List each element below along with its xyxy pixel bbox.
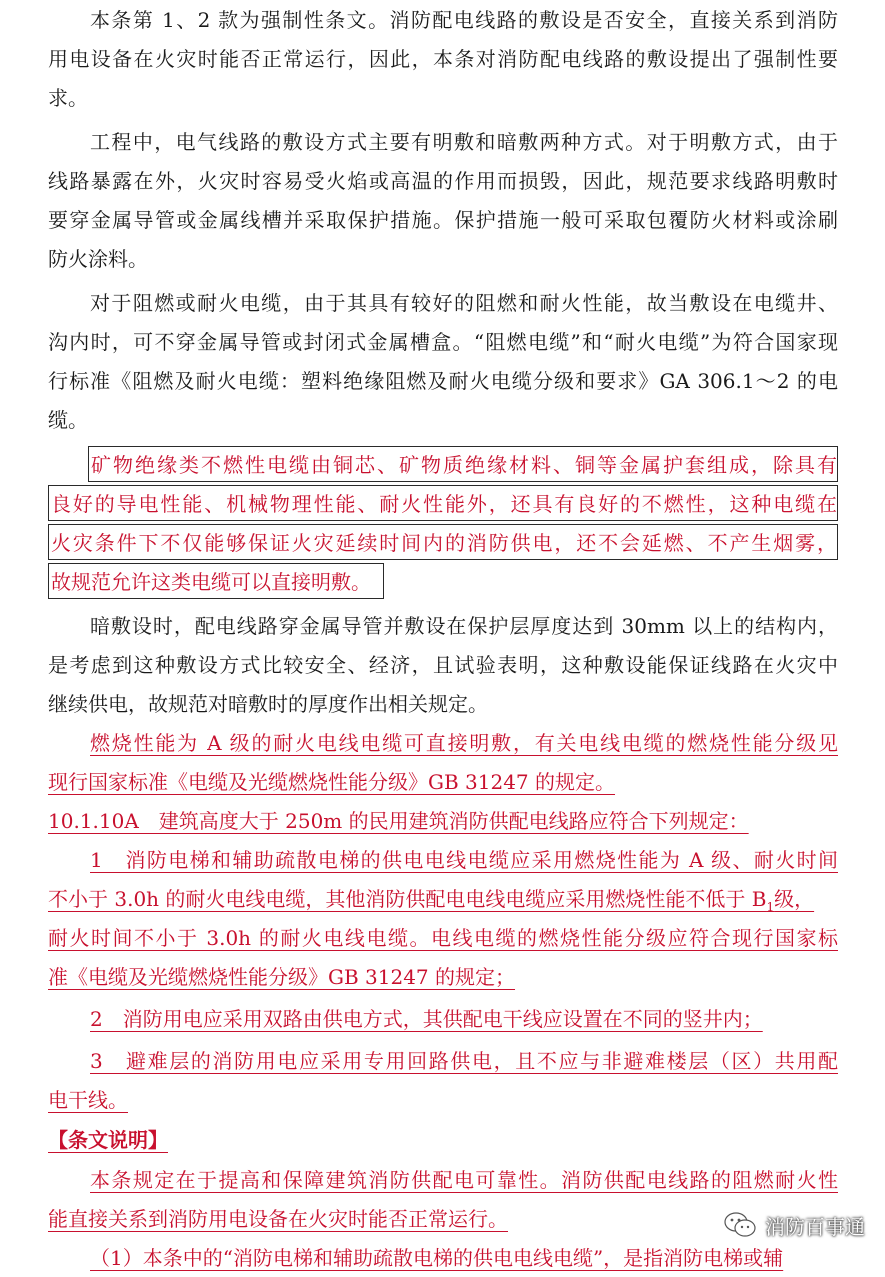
amendment-line: [48, 920, 838, 956]
paragraph-line: 缆。: [48, 408, 88, 432]
boxed-amendment-line: 矿物绝缘类不燃性电缆由铜芯、矿物质绝缘材料、铜等金属护套组成，除具有: [88, 446, 838, 482]
amendment-text: 准《电缆及光缆燃烧性能分级》GB 31247 的规定；: [48, 965, 516, 989]
amendment-text: 本条规定在于提高和保障建筑消防供配电可靠性。消防供配电线路的阻燃耐火性: [90, 1168, 838, 1192]
paragraph-line: 暗敷设时，配电线路穿金属导管并敷设在保护层厚度达到 30mm 以上的结构内，: [90, 614, 838, 638]
amendment-line: [90, 1162, 838, 1198]
paragraph-line: 防火涂料。: [48, 247, 148, 271]
watermark: [723, 1205, 865, 1245]
boxed-amendment-line: 火灾条件下不仅能够保证火灾延续时间内的消防供电，还不会延燃、不产生烟雾，: [48, 524, 838, 560]
clause-heading: [48, 803, 838, 839]
paragraph-line: 工程中，电气线路的敷设方式主要有明敷和暗敷两种方式。对于明敷方式，由于: [90, 130, 838, 154]
paragraph-line: 用电设备在火灾时能否正常运行，因此，本条对消防配电线路的敷设提出了强制性要: [48, 47, 838, 71]
boxed-amendment-line: 故规范允许这类电缆可以直接明敷。: [48, 563, 384, 599]
amendment-line: [90, 725, 838, 761]
paragraph-line: 求。: [48, 86, 88, 110]
paragraph-line: 继续供电，故规范对暗敷时的厚度作出相关规定。: [48, 692, 488, 716]
paragraph-line: 本条第 1、2 款为强制性条文。消防配电线路的敷设是否安全，直接关系到消防: [90, 8, 838, 32]
amendment-line: [90, 1043, 838, 1079]
paragraph-line: 沟内时，可不穿金属导管或封闭式金属槽盒。“阻燃电缆”和“耐火电缆”为符合国家现: [48, 330, 838, 354]
amendment-text: （1）本条中的“消防电梯和辅助疏散电梯的供电电线电缆”，是指消防电梯或辅: [90, 1246, 784, 1270]
amendment-line: [90, 1001, 838, 1037]
explanation-heading-text: 【条文说明】: [48, 1128, 168, 1152]
paragraph-line: 要穿金属导管或金属线槽并采取保护措施。保护措施一般可采取包覆防火材料或涂刷: [48, 208, 838, 232]
amendment-text: 2 消防用电应采用双路由供电方式，其供配电干线应设置在不同的竖井内；: [90, 1007, 763, 1031]
amendment-text: 1 消防电梯和辅助疏散电梯的供电电线电缆应采用燃烧性能为 A 级、耐火时间: [90, 848, 838, 872]
amendment-line: [90, 1240, 838, 1276]
paragraph-line: 对于阻燃或耐火电缆，由于其具有较好的阻燃和耐火性能，故当敷设在电缆井、: [90, 291, 838, 315]
amendment-line: [48, 764, 838, 800]
amendment-text: 现行国家标准《电缆及光缆燃烧性能分级》GB 31247 的规定。: [48, 770, 616, 794]
paragraph-line: 行标准《阻燃及耐火电缆：塑料绝缘阻燃及耐火电缆分级和要求》GA 306.1～2 的电: [48, 369, 838, 393]
watermark-text: 消防百事通: [765, 1214, 865, 1239]
amendment-text: 燃烧性能为 A 级的耐火电线电缆可直接明敷，有关电线电缆的燃烧性能分级见: [90, 731, 838, 755]
paragraph-line: 是考虑到这种敷设方式比较安全、经济，且试验表明，这种敷设能保证线路在火灾中: [48, 653, 838, 677]
amendment-line: [48, 959, 838, 995]
amendment-line: [90, 842, 838, 878]
amendment-text: 电干线。: [48, 1088, 128, 1112]
explanation-heading: [48, 1122, 838, 1158]
amendment-text: 能直接关系到消防用电设备在火灾时能否正常运行。: [48, 1207, 508, 1231]
amendment-text: 3 避难层的消防用电应采用专用回路供电，且不应与非避难楼层（区）共用配: [90, 1049, 838, 1073]
subscript: 1: [766, 900, 775, 914]
paragraph-line: 线路暴露在外，火灾时容易受火焰或高温的作用而损毁，因此，规范要求线路明敷时: [48, 169, 838, 193]
amendment-line: [48, 881, 838, 917]
clause-heading-text: 10.1.10A 建筑高度大于 250m 的民用建筑消防供配电线路应符合下列规定：: [48, 809, 749, 833]
boxed-amendment-line: 良好的导电性能、机械物理性能、耐火性能外，还具有良好的不燃性，这种电缆在: [48, 485, 838, 521]
amendment-line: [48, 1082, 838, 1118]
amendment-text: 耐火时间不小于 3.0h 的耐火电线电缆。电线电缆的燃烧性能分级应符合现行国家标: [48, 926, 838, 950]
wechat-icon: [723, 1211, 757, 1239]
amendment-line: [48, 1201, 838, 1237]
amendment-text: 不小于 3.0h 的耐火电线电缆，其他消防供配电电线电缆应采用燃烧性能不低于 $B_1$级，: [48, 887, 815, 914]
